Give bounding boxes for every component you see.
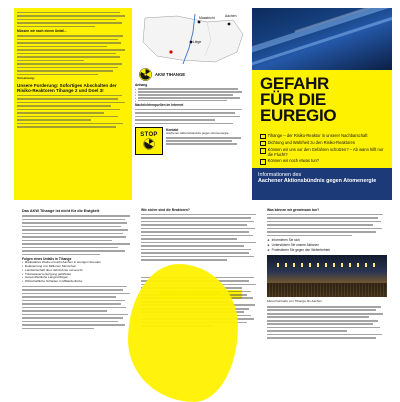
consequence-list	[22, 261, 134, 284]
panel-back-middle	[132, 8, 252, 200]
sources-label: Nachrichtenquellen im Internet	[135, 102, 184, 107]
arrow-right-icon: ➔	[267, 248, 270, 253]
radiation-trefoil-icon	[139, 68, 152, 81]
checkbox-icon	[260, 141, 266, 147]
list-item: • Landwirtschaft über Jahrzehnte verseucht	[22, 269, 134, 273]
cover-question: Tihange – der Risiko-Reaktor in unserer Nachbarschaft	[260, 133, 388, 139]
action-item: ➔ Informieren Sie sich	[267, 238, 300, 243]
akw-badge	[139, 68, 249, 81]
anhang-label: Anhang	[135, 83, 148, 87]
cover-question: Können wir uns vor den Gefahren schützen? – Ab wann hilft nur die Flucht?	[260, 147, 388, 157]
list-item: • Trinkwasserversorgung gefährdet	[22, 273, 134, 277]
photo-caption: Menschenkette von Tihange bis Aachen	[267, 299, 322, 304]
checkbox-icon	[260, 134, 266, 140]
checkbox-icon	[260, 148, 266, 154]
inside-right-heading: Was können wir gemeinsam tun?	[267, 208, 320, 212]
stop-logo	[135, 127, 163, 155]
panel-back-left	[14, 8, 132, 200]
map-label-liege: Liège	[193, 40, 202, 44]
cover-question: Können wir noch etwas tun?	[260, 158, 388, 164]
arrow-right-icon: ➔	[267, 238, 270, 243]
checkbox-icon	[260, 159, 266, 165]
action-item: ➔ Unterstützen Sie unsere Aktionen	[267, 243, 319, 248]
list-item: • Evakuierung von Millionen Menschen	[22, 265, 134, 269]
radiation-small-icon	[143, 138, 155, 150]
inside-left-subheading: Folgen eines Unfalls in Tihange	[22, 257, 72, 262]
contact-block	[135, 127, 249, 155]
flyer-outside	[14, 8, 392, 200]
panel-inside-left	[14, 204, 138, 394]
arrow-right-icon: ➔	[267, 243, 270, 248]
panel-cover	[252, 8, 392, 200]
cover-footer-line2: Aachener Aktionsbündnis gegen Atomenergie	[258, 178, 377, 185]
cover-footer	[252, 168, 392, 200]
text-block	[17, 12, 129, 28]
cover-question: Dichtung und Wahrheit zu den Risiko-Reaktoren	[260, 140, 388, 146]
list-item: • Gesundheitliche Langzeitfolgen	[22, 276, 134, 280]
protest-photo	[267, 255, 387, 297]
cover-title-line2: FÜR DIE	[260, 90, 326, 109]
cover-question-list	[260, 133, 388, 166]
inside-middle-heading: Wie sicher sind die Reaktoren?	[141, 208, 190, 212]
question-heading: Müssen wir nach einem Unfall...	[17, 29, 67, 34]
contact-org: Aachener Aktionsbündnis gegen Atomenergie	[166, 131, 229, 136]
list-item: • Radioaktive Wolke erreicht Aachen in wenigen Stunden	[22, 261, 134, 265]
inside-left-heading: Das AKW Tihange ist nicht für die Ewigkeit	[22, 209, 100, 213]
cover-footer-line1: Informationen des	[258, 172, 302, 178]
panel-inside-right	[264, 204, 392, 394]
action-item: ➔ Protestieren Sie gegen den Weiterbetrieb	[267, 248, 331, 253]
list-item: • Wirtschaftliche Schäden in Milliardenhöhe	[22, 280, 134, 284]
cover-photo	[252, 8, 392, 70]
section-subheading: Umsetzung:	[17, 76, 35, 81]
demand-heading: Unsere Forderung: Sofortiges Abschalten der Risiko-Reaktoren Tihange 2 und Doel 3!	[17, 82, 117, 93]
map-graphic	[137, 12, 249, 66]
yellow-decoration	[128, 264, 238, 402]
map-label-aachen: Aachen	[225, 14, 237, 18]
region-map	[137, 12, 249, 66]
akw-badge-label: AKW TIHANGE	[155, 72, 186, 77]
contact-title: Kontakt	[166, 128, 179, 133]
cover-title-line1: GEFAHR	[260, 74, 330, 93]
anhang-list	[135, 88, 249, 101]
stop-logo-text: STOP	[140, 132, 158, 139]
cover-title-line3: EUREGIO	[260, 106, 337, 125]
map-label-maastricht: Maastricht	[199, 16, 215, 20]
cover-title	[260, 76, 388, 124]
